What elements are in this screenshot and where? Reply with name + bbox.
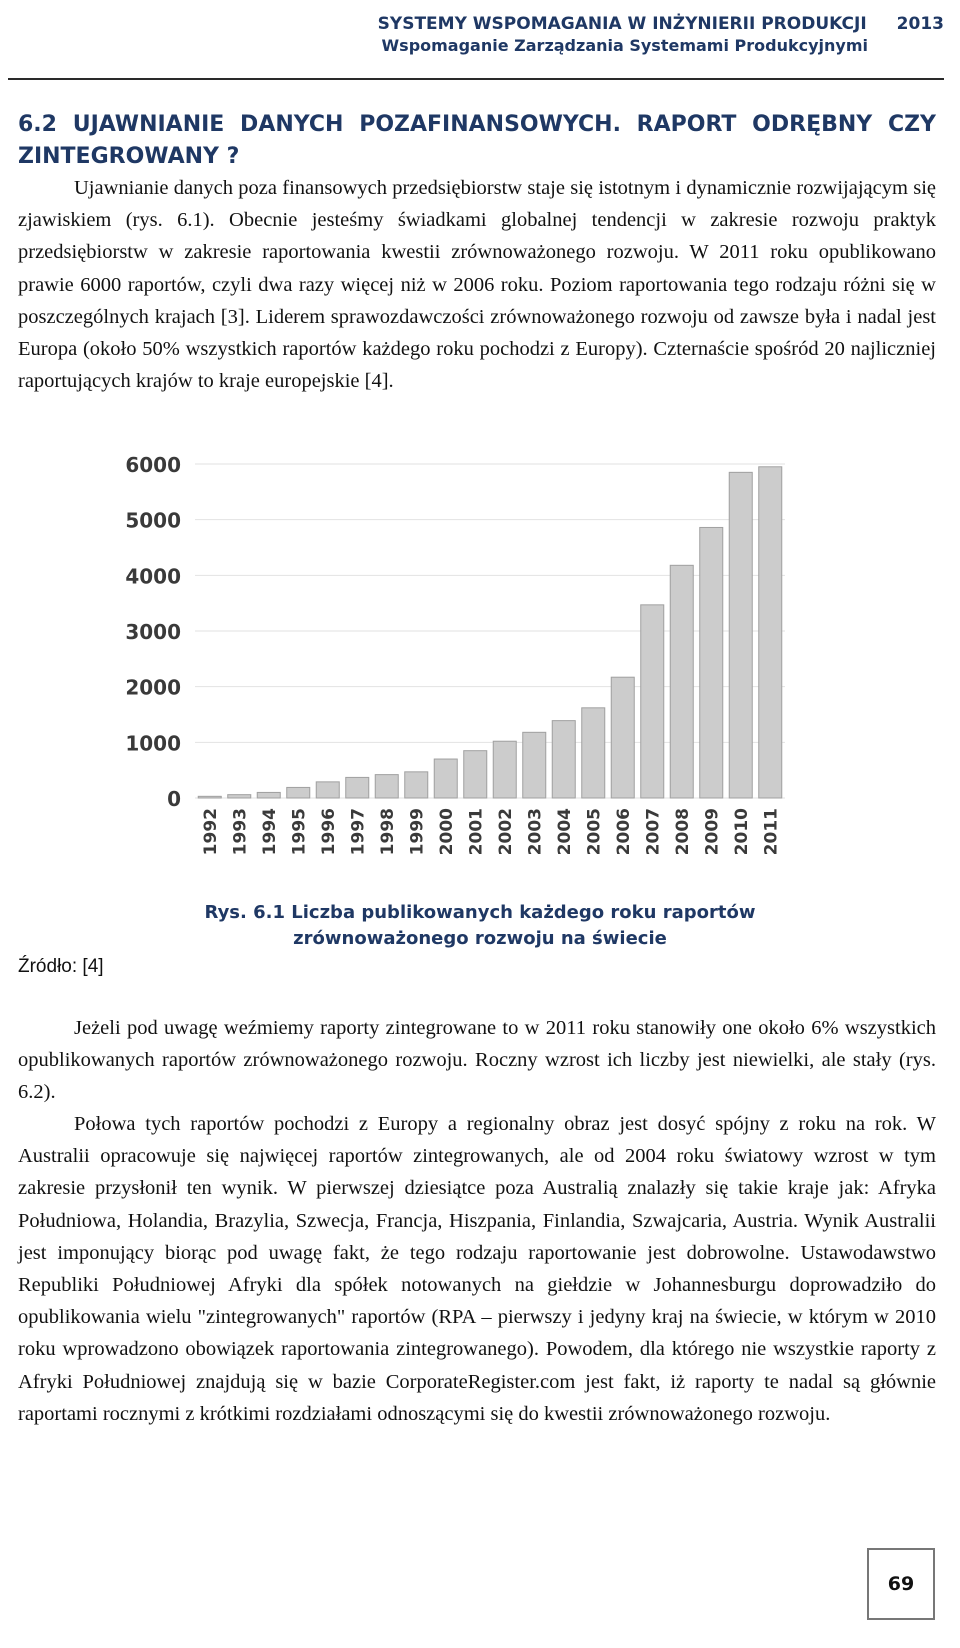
chart-bar xyxy=(287,787,310,798)
header-year: 2013 xyxy=(896,14,944,34)
chart-bar xyxy=(700,527,723,798)
chart-y-tick-label: 4000 xyxy=(125,564,181,589)
chart-bar xyxy=(346,777,369,798)
header-journal-title: SYSTEMY WSPOMAGANIA W INŻYNIERII PRODUKCJI xyxy=(377,14,867,34)
chart-bar xyxy=(464,751,487,798)
page-number: 69 xyxy=(867,1548,935,1620)
chart-x-tick-label: 2002 xyxy=(495,808,516,856)
chart-bar xyxy=(611,677,634,798)
chart-bar xyxy=(198,796,221,798)
chart-bar xyxy=(316,782,339,798)
chart-x-tick-label: 2011 xyxy=(761,808,782,856)
chart-x-tick-label: 2008 xyxy=(672,808,693,856)
chart-x-tick-label: 1997 xyxy=(348,808,369,856)
chart-x-tick-label: 2003 xyxy=(525,808,546,856)
chart-y-tick-label: 6000 xyxy=(125,453,181,477)
chart-y-tick-label: 0 xyxy=(167,787,181,811)
header-divider xyxy=(8,78,944,80)
chart-x-tick-label: 2010 xyxy=(731,808,752,856)
chart-bar xyxy=(729,472,752,798)
figure-caption xyxy=(180,900,780,952)
chart-bar xyxy=(670,565,693,798)
chart-x-tick-label: 2005 xyxy=(584,808,605,856)
chart-bar xyxy=(375,775,398,798)
chart-bars xyxy=(198,467,782,798)
chart-y-tick-label: 1000 xyxy=(125,731,181,756)
chart-x-tick-label: 1993 xyxy=(230,808,251,856)
section-heading: 6.2 UJAWNIANIE DANYCH POZAFINANSOWYCH. RAPORT ODRĘBNY CZY xyxy=(18,112,936,137)
chart-x-tick-label: 2006 xyxy=(613,808,634,856)
chart-bar xyxy=(405,772,428,798)
chart-bar xyxy=(523,732,546,798)
bar-chart xyxy=(120,450,800,860)
chart-x-tick-label: 1999 xyxy=(407,808,428,856)
paragraph-intro: Ujawnianie danych poza finansowych przedsiębiorstw staje się istotnym i dynamicznie rozwijającym się zjawiskiem (rys. 6.1). Obecnie jesteśmy świadkami globalnej tendencji w zakresie rozwoju praktyk przedsiębiorstw w zakresie raportowania kwestii zrównoważonego rozwoju. W 2011 roku opublikowano prawie 6000 raportów, czyli dwa razy więcej niż w 2006 roku. Poziom raportowania tego rodzaju różni się w poszczególnych krajach [3]. Liderem sprawozdawczości zrównoważonego rozwoju od zawsze była i nadal jest Europa (około 50% wszystkich raportów każdego roku pochodzi z Europy). Czternaście spośród 20 najliczniej raportujących krajów to kraje europejskie [4]. xyxy=(18,177,936,393)
chart-y-ticks xyxy=(125,453,181,811)
figure-source: Źródło: [4] xyxy=(18,956,104,977)
chart-x-tick-label: 1992 xyxy=(200,808,221,856)
chart-x-tick-label: 1994 xyxy=(259,808,280,856)
chart-x-tick-label: 2004 xyxy=(554,808,575,856)
chart-x-tick-label: 2007 xyxy=(643,808,664,856)
chart-bar xyxy=(641,605,664,798)
chart-bar xyxy=(552,721,575,798)
chart-y-tick-label: 2000 xyxy=(125,675,181,700)
figure-caption-line1: Rys. 6.1 Liczba publikowanych każdego roku raportów xyxy=(204,902,756,923)
chart-x-tick-label: 2000 xyxy=(436,808,457,856)
chart-y-tick-label: 3000 xyxy=(125,620,181,644)
header-subtitle: Wspomaganie Zarządzania Systemami Produkcyjnymi xyxy=(381,36,868,55)
chart-bar xyxy=(257,792,280,798)
chart-gridlines xyxy=(195,464,785,798)
chart-y-tick-label: 5000 xyxy=(125,508,181,533)
figure-caption-line2: zrównoważonego rozwoju na świecie xyxy=(293,928,667,949)
chart-x-tick-label: 1996 xyxy=(318,808,339,856)
chart-bar xyxy=(228,795,251,798)
chart-x-tick-label: 1998 xyxy=(377,808,398,856)
chart-x-tick-label: 2001 xyxy=(466,808,487,856)
chart-bar xyxy=(582,708,605,798)
figure-chart xyxy=(120,450,800,865)
paragraph-regional: Połowa tych raportów pochodzi z Europy a regionalny obraz jest dosyć spójny z roku na rok. W Australii opracowuje się najwięcej raportów zintegrowanych, ale od 2004 roku światowy wzrost w tym zakresie przysłonił ten wynik. W pierwszej dziesiątce poza Australią znalazły się takie kraje jak: Afryka Południowa, Holandia, Brazylia, Szwecja, Francja, Hiszpania, Finlandia, Szwajcaria, Austria. Wynik Australii jest imponujący biorąc pod uwagę fakt, że tego rodzaju raportowanie jest dobrowolne. Ustawodawstwo Republiki Południowej Afryki dla spółek notowanych na giełdzie w Johannesburgu doprowadziło do opublikowania wielu "zintegrowanych" raportów (RPA – pierwszy i jedyny kraj na świecie, w którym w 2010 roku wprowadzono obowiązek raportowania zintegrowanego). Powodem, dla którego nie wszystkie raporty z Afryki Południowej znajdują się w bazie CorporateRegister.com jest fakt, iż raporty te nadal są głównie raportami rocznymi z krótkimi rozdziałami odnoszącymi się do kwestii zrównoważonego rozwoju. xyxy=(18,1113,936,1425)
chart-bar xyxy=(434,759,457,798)
chart-x-ticks xyxy=(201,808,782,855)
chart-bar xyxy=(493,741,516,798)
chart-x-tick-label: 2009 xyxy=(702,808,723,856)
section-heading-continued: ZINTEGROWANY ? xyxy=(18,144,240,169)
chart-bar xyxy=(759,467,782,798)
chart-x-tick-label: 1995 xyxy=(289,808,310,856)
page-header xyxy=(0,14,944,55)
paragraph-integrated: Jeżeli pod uwagę weźmiemy raporty zintegrowane to w 2011 roku stanowiły one około 6% wszystkich opublikowanych raportów zrównoważonego rozwoju. Roczny wzrost ich liczby jest niewielki, ale stały (rys. 6.2). xyxy=(18,1017,936,1104)
